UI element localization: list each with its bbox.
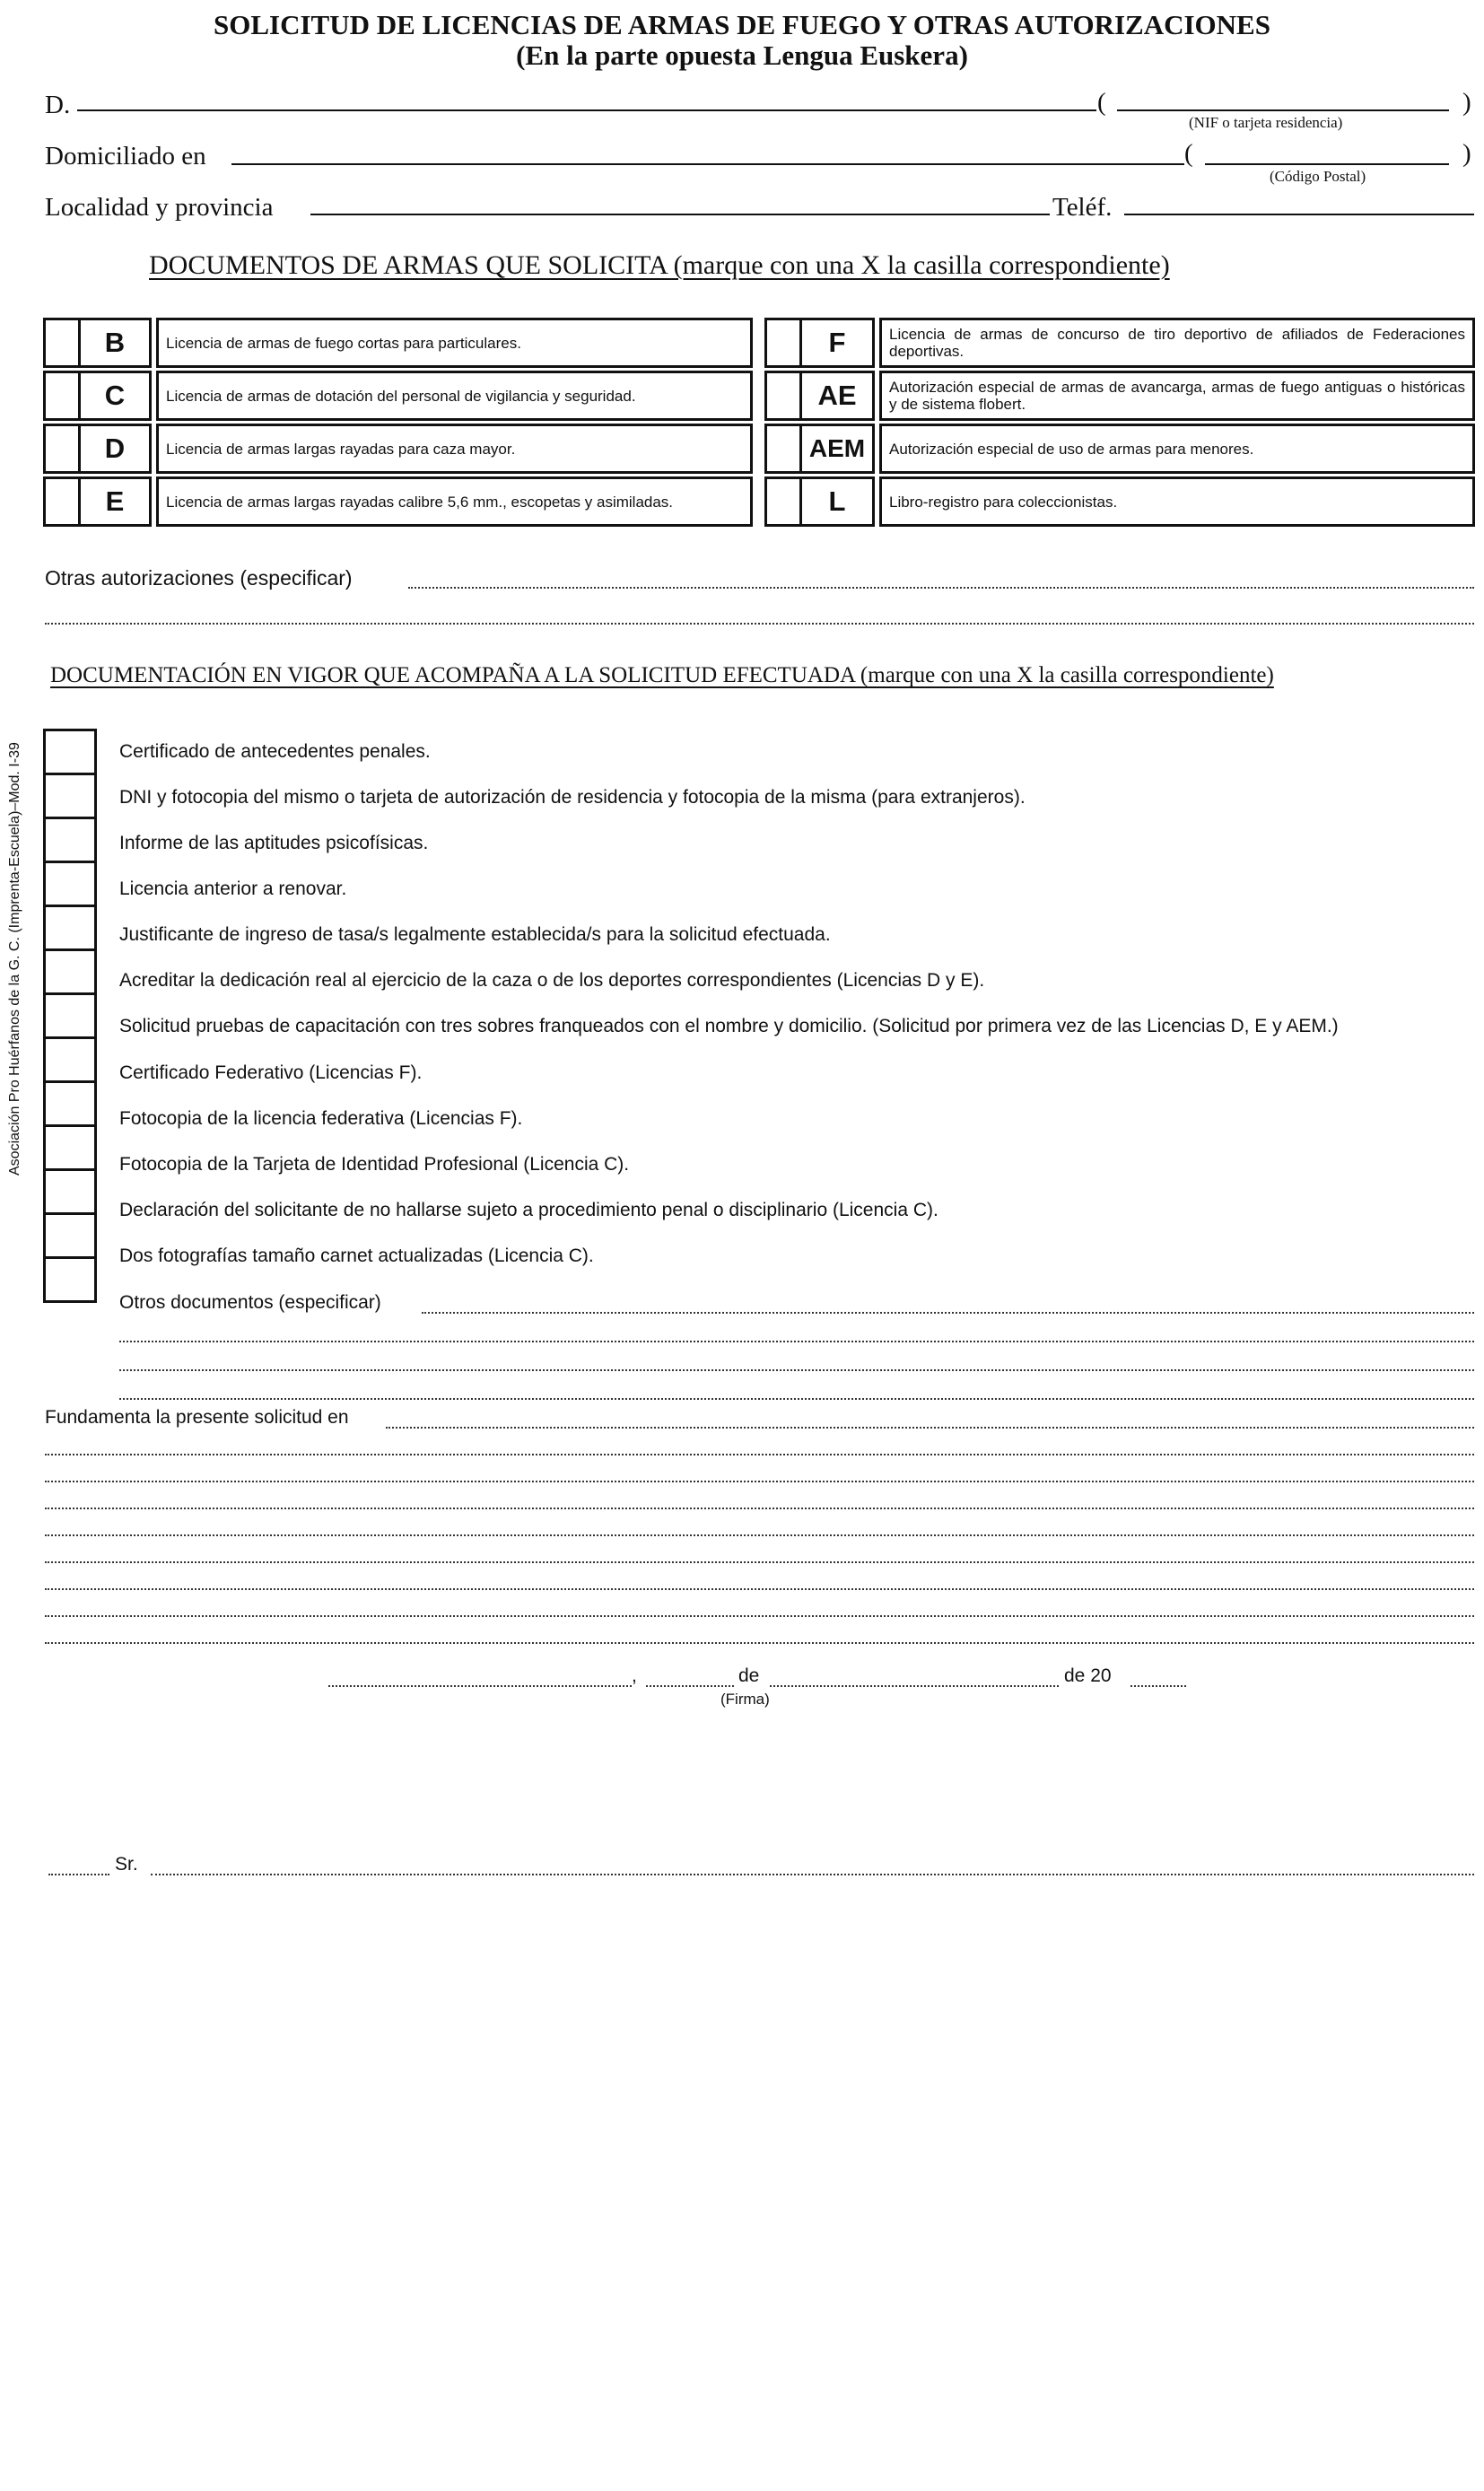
addressee-title-field[interactable] [48, 1874, 109, 1875]
addressee-sr-label: Sr. [115, 1854, 138, 1875]
doc-item-4: Licencia anterior a renovar. [119, 878, 347, 899]
grounds-line-5[interactable] [45, 1534, 1474, 1536]
doc-checkbox-1[interactable] [43, 729, 97, 775]
grounds-line-8[interactable] [45, 1615, 1474, 1617]
code-f: F [799, 318, 875, 368]
addressee-field[interactable] [151, 1874, 1474, 1875]
locality-label: Localidad y provincia [45, 193, 274, 222]
grounds-line-9[interactable] [45, 1642, 1474, 1644]
doc-item-11: Declaración del solicitante de no hallarse sujeto a procedimiento penal o disciplinario (Licencia C). [119, 1200, 938, 1220]
desc-l: Libro-registro para coleccionistas. [879, 476, 1475, 527]
grounds-line-4[interactable] [45, 1508, 1474, 1509]
doc-checkbox-7[interactable] [43, 992, 97, 1039]
code-l: L [799, 476, 875, 527]
day-field[interactable] [646, 1685, 734, 1687]
postal-code-caption: (Código Postal) [1270, 168, 1366, 185]
doc-item-1: Certificado de antecedentes penales. [119, 741, 431, 762]
grounds-label: Fundamenta la presente solicitud en [45, 1407, 349, 1428]
doc-checkbox-5[interactable] [43, 905, 97, 951]
other-documents-line-4[interactable] [119, 1398, 1474, 1400]
nif-field[interactable] [1117, 109, 1449, 111]
year-field[interactable] [1130, 1685, 1186, 1687]
doc-item-3: Informe de las aptitudes psicofísicas. [119, 833, 429, 853]
doc-item-10: Fotocopia de la Tarjeta de Identidad Profesional (Licencia C). [119, 1154, 630, 1175]
desc-ae: Autorización especial de armas de avancarga, armas de fuego antiguas o históricas y de sistema flobert. [879, 371, 1475, 421]
name-field[interactable] [77, 109, 1096, 111]
other-documents-field[interactable] [422, 1312, 1474, 1314]
nif-caption: (NIF o tarjeta residencia) [1189, 114, 1343, 131]
doc-item-5: Justificante de ingreso de tasa/s legalmente establecida/s para la solicitud efectuada. [119, 924, 831, 945]
other-authorizations-label: Otras autorizaciones (especificar) [45, 566, 353, 590]
grounds-line-6[interactable] [45, 1561, 1474, 1563]
checkbox-l[interactable] [764, 476, 802, 527]
doc-checkbox-8[interactable] [43, 1036, 97, 1083]
doc-checkbox-3[interactable] [43, 817, 97, 863]
requested-heading: DOCUMENTOS DE ARMAS QUE SOLICITA (marque con una X la casilla correspondiente) [149, 250, 1170, 280]
desc-b: Licencia de armas de fuego cortas para particulares. [156, 318, 753, 368]
doc-checkbox-9[interactable] [43, 1080, 97, 1127]
month-field[interactable] [770, 1685, 1059, 1687]
date-separator: , [632, 1665, 637, 1686]
phone-field[interactable] [1124, 214, 1474, 215]
postal-code-field[interactable] [1205, 163, 1449, 165]
other-authorizations-field[interactable] [408, 587, 1474, 589]
checkbox-b[interactable] [43, 318, 81, 368]
doc-item-7: Solicitud pruebas de capacitación con tres sobres franqueados con el nombre y domicilio. (Solicitud por primera vez de las Licencias D, E y AEM.) [119, 1016, 1339, 1036]
doc-checkbox-4[interactable] [43, 861, 97, 907]
doc-item-9: Fotocopia de la licencia federativa (Licencias F). [119, 1108, 523, 1129]
printer-side-note: Asociación Pro Huérfanos de la G. C. (Imprenta-Escuela)–Mod. I-39 [7, 742, 22, 1176]
code-e: E [78, 476, 152, 527]
doc-item-13: Otros documentos (especificar) [119, 1292, 381, 1313]
grounds-line-7[interactable] [45, 1588, 1474, 1590]
checkbox-e[interactable] [43, 476, 81, 527]
doc-checkbox-6[interactable] [43, 948, 97, 995]
doc-item-2: DNI y fotocopia del mismo o tarjeta de autorización de residencia y fotocopia de la misma (para extranjeros). [119, 787, 1026, 808]
phone-label: Teléf. [1052, 193, 1113, 222]
cp-open-paren: ( [1184, 139, 1193, 168]
doc-item-12: Dos fotografías tamaño carnet actualizadas (Licencia C). [119, 1246, 594, 1266]
doc-checkbox-2[interactable] [43, 773, 97, 819]
address-field[interactable] [231, 163, 1184, 165]
desc-f: Licencia de armas de concurso de tiro deportivo de afiliados de Federaciones deportivas. [879, 318, 1475, 368]
nif-close-paren: ) [1462, 88, 1471, 117]
doc-checkbox-11[interactable] [43, 1168, 97, 1215]
checkbox-d[interactable] [43, 424, 81, 474]
grounds-line-2[interactable] [45, 1454, 1474, 1455]
desc-d: Licencia de armas largas rayadas para caza mayor. [156, 424, 753, 474]
code-ae: AE [799, 371, 875, 421]
nif-open-paren: ( [1097, 88, 1106, 117]
doc-checkbox-12[interactable] [43, 1212, 97, 1259]
other-documents-line-2[interactable] [119, 1341, 1474, 1342]
desc-aem: Autorización especial de uso de armas para menores. [879, 424, 1475, 474]
checkbox-f[interactable] [764, 318, 802, 368]
locality-field[interactable] [310, 214, 1050, 215]
cp-close-paren: ) [1462, 139, 1471, 168]
desc-c: Licencia de armas de dotación del personal de vigilancia y seguridad. [156, 371, 753, 421]
documentation-heading: DOCUMENTACIÓN EN VIGOR QUE ACOMPAÑA A LA SOLICITUD EFECTUADA (marque con una X la casilla correspondiente) [50, 663, 1274, 687]
code-b: B [78, 318, 152, 368]
grounds-line-3[interactable] [45, 1481, 1474, 1482]
address-label: Domiciliado en [45, 142, 206, 170]
other-documents-line-3[interactable] [119, 1369, 1474, 1371]
checkbox-c[interactable] [43, 371, 81, 421]
doc-checkbox-13[interactable] [43, 1256, 97, 1303]
date-de-1: de [738, 1665, 760, 1686]
code-d: D [78, 424, 152, 474]
checkbox-ae[interactable] [764, 371, 802, 421]
code-c: C [78, 371, 152, 421]
doc-checkbox-10[interactable] [43, 1124, 97, 1171]
doc-item-8: Certificado Federativo (Licencias F). [119, 1062, 423, 1083]
date-de-2: de 20 [1064, 1665, 1112, 1686]
desc-e: Licencia de armas largas rayadas calibre 5,6 mm., escopetas y asimiladas. [156, 476, 753, 527]
place-field[interactable] [328, 1685, 632, 1687]
doc-item-6: Acreditar la dedicación real al ejercicio de la caza o de los deportes correspondientes (Licencias D y E). [119, 970, 985, 991]
name-label: D. [45, 91, 71, 119]
other-authorizations-line-2[interactable] [45, 623, 1474, 625]
grounds-field[interactable] [386, 1427, 1474, 1429]
signature-caption: (Firma) [720, 1691, 770, 1708]
form-title: SOLICITUD DE LICENCIAS DE ARMAS DE FUEGO Y OTRAS AUTORIZACIONES [214, 9, 1270, 40]
checkbox-aem[interactable] [764, 424, 802, 474]
code-aem: AEM [799, 424, 875, 474]
form-subtitle: (En la parte opuesta Lengua Euskera) [516, 39, 968, 71]
